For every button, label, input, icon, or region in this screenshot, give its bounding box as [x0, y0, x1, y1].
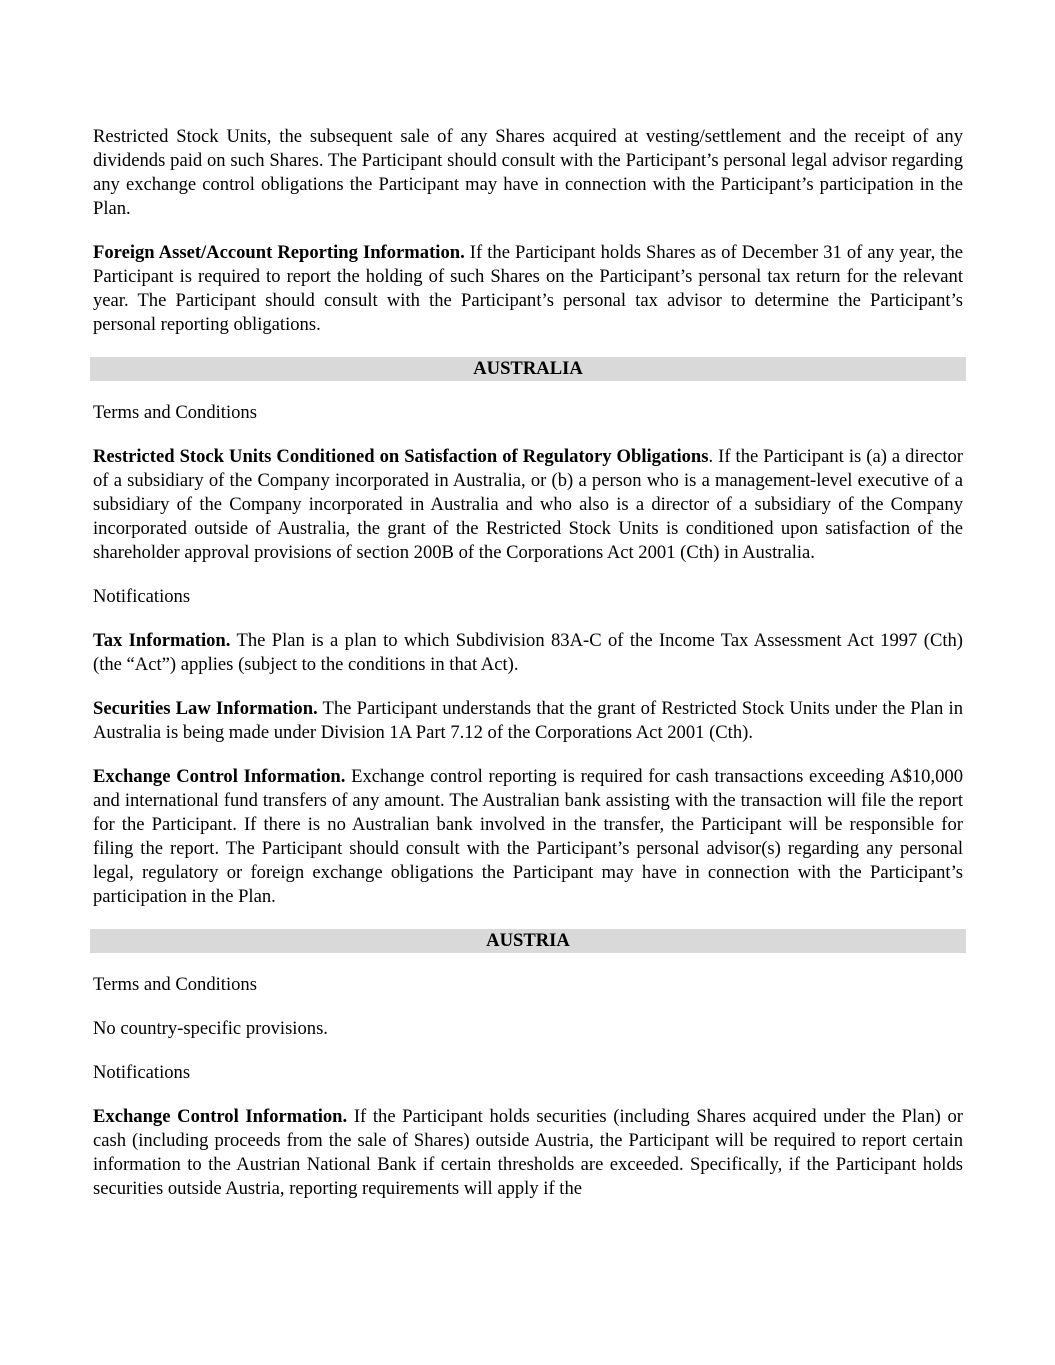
australia-exchange-heading: Exchange Control Information.: [93, 766, 346, 787]
australia-tax-heading: Tax Information.: [93, 630, 231, 651]
austria-terms-label: Terms and Conditions: [93, 974, 257, 995]
australia-securities-text: The Participant understands that the grant of Restricted Stock Units under the Plan in Australia is being made under Division 1A Part 7.12 of the Corporations Act 2001 (Cth).: [93, 698, 963, 743]
australia-exchange-text: Exchange control reporting is required for cash transactions exceeding A$10,000 and international fund transfers of any amount. The Australian bank assisting with the transaction will file the report for the Participant. If there is no Australian bank involved in the transfer, the Participant will be responsible for filing the report. The Participant should consult with the Participant’s personal advisor(s) regarding any personal legal, regulatory or foreign exchange obligations the Participant may have in connection with the Participant’s participation in the Plan.: [93, 766, 963, 907]
austria-exchange-heading: Exchange Control Information.: [93, 1106, 348, 1127]
austria-exchange-paragraph: [93, 1105, 963, 1201]
austria-no-provisions: No country-specific provisions.: [93, 1018, 328, 1039]
australia-securities-heading: Securities Law Information.: [93, 698, 318, 719]
intro-paragraph: Restricted Stock Units, the subsequent sale of any Shares acquired at vesting/settlement and the receipt of any dividends paid on such Shares. The Participant should consult with the Participant’s personal legal advisor regarding any exchange control obligations the Participant may have in connection with the Participant’s participation in the Plan.: [93, 126, 963, 219]
australia-notifications-label: Notifications: [93, 586, 191, 607]
australia-securities-paragraph: [93, 697, 963, 745]
australia-rsu-paragraph: [93, 445, 963, 565]
australia-exchange-paragraph: [93, 765, 963, 909]
foreign-asset-text: If the Participant holds Shares as of December 31 of any year, the Participant is required to report the holding of such Shares on the Participant’s personal tax return for the relevant year. The Participant should consult with the Participant’s personal tax advisor to determine the Participant’s personal reporting obligations.: [93, 242, 963, 335]
austria-banner: AUSTRIA: [90, 929, 966, 953]
foreign-asset-paragraph: [93, 241, 963, 337]
australia-banner: AUSTRALIA: [90, 357, 966, 381]
austria-notifications-label: Notifications: [93, 1062, 191, 1083]
australia-tax-paragraph: [93, 629, 963, 677]
foreign-asset-heading: Foreign Asset/Account Reporting Information.: [93, 242, 465, 263]
australia-rsu-text: . If the Participant is (a) a director of a subsidiary of the Company incorporated in Australia, or (b) a person who is a management-level executive of a subsidiary of the Company incorporated in Australia and who also is a director of a subsidiary of the Company incorporated outside of Australia, the grant of the Restricted Stock Units is conditioned upon satisfaction of the shareholder approval provisions of section 200B of the Corporations Act 2001 (Cth) in Australia.: [93, 446, 963, 563]
australia-terms-label: Terms and Conditions: [93, 402, 257, 423]
australia-tax-text: The Plan is a plan to which Subdivision 83A-C of the Income Tax Assessment Act 1997 (Cth) (the “Act”) applies (subject to the conditions in that Act).: [93, 630, 963, 675]
australia-rsu-heading: Restricted Stock Units Conditioned on Satisfaction of Regulatory Obligations: [93, 446, 709, 467]
document-page: [93, 125, 963, 1221]
austria-exchange-text: If the Participant holds securities (including Shares acquired under the Plan) or cash (including proceeds from the sale of Shares) outside Austria, the Participant will be required to report certain information to the Austrian National Bank if certain thresholds are exceeded. Specifically, if the Participant holds securities outside Austria, reporting requirements will apply if the: [93, 1106, 963, 1199]
